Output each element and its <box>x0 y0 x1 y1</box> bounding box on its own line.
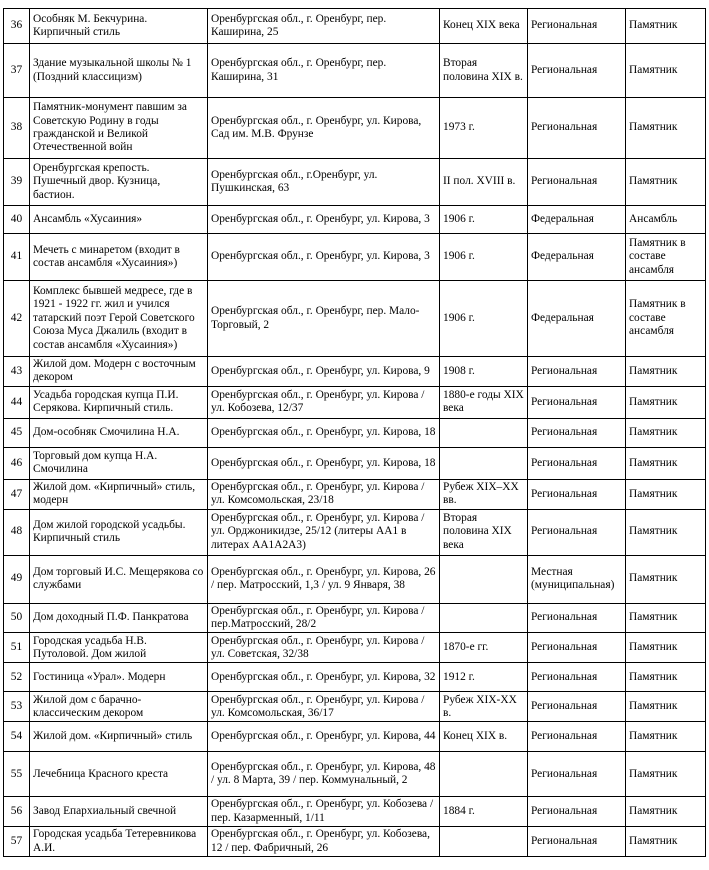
row-number-cell: 41 <box>4 234 30 281</box>
object-type-cell: Памятник <box>626 633 706 663</box>
protection-category-cell: Региональная <box>528 603 626 633</box>
object-address-cell: Оренбургская обл., г. Оренбург, ул. Кобозева, 12 / пер. Фабричный, 26 <box>208 827 440 857</box>
protection-category-cell: Региональная <box>528 633 626 663</box>
object-date-cell: Рубеж XIX–XX вв. <box>440 479 528 509</box>
object-name-cell: Оренбургская крепость. Пушечный двор. Кузница, бастион. <box>30 159 208 206</box>
object-date-cell: Конец XIX в. <box>440 722 528 752</box>
row-number-cell: 56 <box>4 797 30 827</box>
object-date-cell: 1912 г. <box>440 663 528 692</box>
object-name-cell: Жилой дом. Модерн с восточным декором <box>30 357 208 387</box>
object-type-cell: Памятник <box>626 752 706 797</box>
object-date-cell <box>440 752 528 797</box>
row-number-cell: 43 <box>4 357 30 387</box>
table-row <box>4 281 706 357</box>
object-type-cell: Памятник <box>626 44 706 98</box>
object-address-cell: Оренбургская обл., г. Оренбург, ул. Кирова, Сад им. М.В. Фрунзе <box>208 98 440 159</box>
object-name-cell: Памятник-монумент павшим за Советскую Родину в годы гражданской и Великой Отечественной войн <box>30 98 208 159</box>
object-name-cell: Дом доходный П.Ф. Панкратова <box>30 603 208 633</box>
row-number-cell: 40 <box>4 206 30 234</box>
table-row <box>4 44 706 98</box>
row-number-cell: 50 <box>4 603 30 633</box>
protection-category-cell: Федеральная <box>528 234 626 281</box>
protection-category-cell: Региональная <box>528 98 626 159</box>
row-number-cell: 38 <box>4 98 30 159</box>
table-row <box>4 555 706 603</box>
object-name-cell: Дом торговый И.С. Мещерякова со службами <box>30 555 208 603</box>
protection-category-cell: Региональная <box>528 386 626 418</box>
row-number-cell: 44 <box>4 386 30 418</box>
object-name-cell: Ансамбль «Хусаиния» <box>30 206 208 234</box>
table-row <box>4 234 706 281</box>
object-type-cell: Памятник <box>626 722 706 752</box>
object-type-cell: Памятник в составе ансамбля <box>626 281 706 357</box>
object-type-cell: Памятник <box>626 692 706 722</box>
row-number-cell: 46 <box>4 447 30 479</box>
protection-category-cell: Региональная <box>528 663 626 692</box>
row-number-cell: 36 <box>4 9 30 44</box>
protection-category-cell: Региональная <box>528 357 626 387</box>
table-row <box>4 722 706 752</box>
table-row <box>4 509 706 555</box>
object-address-cell: Оренбургская обл., г. Оренбург, ул. Кобозева / пер. Казарменный, 1/11 <box>208 797 440 827</box>
object-address-cell: Оренбургская обл., г. Оренбург, ул. Кирова, 44 <box>208 722 440 752</box>
table-row <box>4 479 706 509</box>
table-row <box>4 9 706 44</box>
table-row <box>4 827 706 857</box>
object-type-cell: Памятник <box>626 555 706 603</box>
table-row <box>4 386 706 418</box>
object-type-cell: Памятник <box>626 509 706 555</box>
table-row <box>4 159 706 206</box>
object-address-cell: Оренбургская обл., г.Оренбург, ул. Пушкинская, 63 <box>208 159 440 206</box>
object-name-cell: Торговый дом купца Н.А. Смочилина <box>30 447 208 479</box>
object-name-cell: Здание музыкальной школы № 1 (Поздний классицизм) <box>30 44 208 98</box>
object-date-cell: 1908 г. <box>440 357 528 387</box>
object-address-cell: Оренбургская обл., г. Оренбург, пер. Мало-Торговый, 2 <box>208 281 440 357</box>
row-number-cell: 39 <box>4 159 30 206</box>
row-number-cell: 52 <box>4 663 30 692</box>
protection-category-cell: Региональная <box>528 9 626 44</box>
row-number-cell: 47 <box>4 479 30 509</box>
row-number-cell: 49 <box>4 555 30 603</box>
object-address-cell: Оренбургская обл., г. Оренбург, пер. Каширина, 31 <box>208 44 440 98</box>
object-address-cell: Оренбургская обл., г. Оренбург, ул. Кирова / пер.Матросский, 28/2 <box>208 603 440 633</box>
row-number-cell: 55 <box>4 752 30 797</box>
table-row <box>4 663 706 692</box>
object-date-cell: 1880-е годы XIX века <box>440 386 528 418</box>
object-date-cell <box>440 827 528 857</box>
row-number-cell: 57 <box>4 827 30 857</box>
object-date-cell: 1973 г. <box>440 98 528 159</box>
object-date-cell: Вторая половина XIX века <box>440 509 528 555</box>
object-name-cell: Завод Епархиальный свечной <box>30 797 208 827</box>
row-number-cell: 48 <box>4 509 30 555</box>
object-type-cell: Памятник <box>626 663 706 692</box>
table-body <box>4 9 706 857</box>
object-name-cell: Дом жилой городской усадьбы. Кирпичный стиль <box>30 509 208 555</box>
row-number-cell: 51 <box>4 633 30 663</box>
protection-category-cell: Федеральная <box>528 206 626 234</box>
table-row <box>4 418 706 447</box>
object-type-cell: Памятник <box>626 418 706 447</box>
object-date-cell: Рубеж XIX-XX в. <box>440 692 528 722</box>
object-type-cell: Памятник <box>626 386 706 418</box>
object-type-cell: Памятник <box>626 447 706 479</box>
object-address-cell: Оренбургская обл., г. Оренбург, ул. Кирова, 26 / пер. Матросский, 1,3 / ул. 9 Января, 38 <box>208 555 440 603</box>
object-name-cell: Особняк М. Бекчурина. Кирпичный стиль <box>30 9 208 44</box>
object-date-cell: 1870-е гг. <box>440 633 528 663</box>
object-address-cell: Оренбургская обл., г. Оренбург, ул. Кирова / ул. Советская, 32/38 <box>208 633 440 663</box>
protection-category-cell: Региональная <box>528 44 626 98</box>
object-type-cell: Ансамбль <box>626 206 706 234</box>
object-date-cell <box>440 603 528 633</box>
object-date-cell: II пол. XVIII в. <box>440 159 528 206</box>
object-type-cell: Памятник <box>626 603 706 633</box>
object-type-cell: Памятник <box>626 98 706 159</box>
protection-category-cell: Региональная <box>528 797 626 827</box>
object-name-cell: Городская усадьба Тетеревникова А.И. <box>30 827 208 857</box>
object-address-cell: Оренбургская обл., г. Оренбург, ул. Кирова / ул. Комсомольская, 36/17 <box>208 692 440 722</box>
object-name-cell: Дом-особняк Смочилина Н.А. <box>30 418 208 447</box>
table-row <box>4 633 706 663</box>
object-name-cell: Мечеть с минаретом (входит в состав ансамбля «Хусаиния») <box>30 234 208 281</box>
object-name-cell: Комплекс бывшей медресе, где в 1921 - 1922 гг. жил и учился татарский поэт Герой Советского Союза Муса Джалиль (входит в состав ансамбля «Хусаиния») <box>30 281 208 357</box>
object-name-cell: Жилой дом. «Кирпичный» стиль <box>30 722 208 752</box>
object-address-cell: Оренбургская обл., г. Оренбург, ул. Кирова / ул. Кобозева, 12/37 <box>208 386 440 418</box>
object-date-cell <box>440 447 528 479</box>
object-date-cell: 1906 г. <box>440 206 528 234</box>
protection-category-cell: Федеральная <box>528 281 626 357</box>
table-row <box>4 797 706 827</box>
row-number-cell: 42 <box>4 281 30 357</box>
object-type-cell: Памятник <box>626 479 706 509</box>
object-name-cell: Усадьба городская купца П.И. Серякова. Кирпичный стиль. <box>30 386 208 418</box>
table-row <box>4 357 706 387</box>
object-type-cell: Памятник в составе ансамбля <box>626 234 706 281</box>
table-row <box>4 603 706 633</box>
table-row <box>4 692 706 722</box>
protection-category-cell: Региональная <box>528 479 626 509</box>
object-address-cell: Оренбургская обл., г. Оренбург, ул. Кирова, 3 <box>208 206 440 234</box>
object-name-cell: Жилой дом. «Кирпичный» стиль, модерн <box>30 479 208 509</box>
row-number-cell: 54 <box>4 722 30 752</box>
object-address-cell: Оренбургская обл., г. Оренбург, ул. Кирова, 32 <box>208 663 440 692</box>
object-address-cell: Оренбургская обл., г. Оренбург, ул. Кирова, 18 <box>208 447 440 479</box>
object-date-cell: Вторая половина XIX в. <box>440 44 528 98</box>
object-name-cell: Лечебница Красного креста <box>30 752 208 797</box>
object-type-cell: Памятник <box>626 827 706 857</box>
object-name-cell: Гостиница «Урал». Модерн <box>30 663 208 692</box>
object-date-cell: 1884 г. <box>440 797 528 827</box>
object-date-cell <box>440 555 528 603</box>
table-row <box>4 752 706 797</box>
object-address-cell: Оренбургская обл., г. Оренбург, ул. Кирова, 9 <box>208 357 440 387</box>
object-type-cell: Памятник <box>626 159 706 206</box>
object-address-cell: Оренбургская обл., г. Оренбург, ул. Кирова / ул. Комсомольская, 23/18 <box>208 479 440 509</box>
protection-category-cell: Региональная <box>528 159 626 206</box>
object-type-cell: Памятник <box>626 797 706 827</box>
object-address-cell: Оренбургская обл., г. Оренбург, ул. Кирова / ул. Орджоникидзе, 25/12 (литеры АА1 в литерах АА1А2А3) <box>208 509 440 555</box>
protection-category-cell: Региональная <box>528 752 626 797</box>
table-row <box>4 447 706 479</box>
object-date-cell: 1906 г. <box>440 281 528 357</box>
object-name-cell: Жилой дом с барачно-классическим декором <box>30 692 208 722</box>
protection-category-cell: Региональная <box>528 722 626 752</box>
table-row <box>4 206 706 234</box>
protection-category-cell: Местная (муниципальная) <box>528 555 626 603</box>
table-row <box>4 98 706 159</box>
object-address-cell: Оренбургская обл., г. Оренбург, ул. Кирова, 48 / ул. 8 Марта, 39 / пер. Коммунальный, 2 <box>208 752 440 797</box>
protection-category-cell: Региональная <box>528 692 626 722</box>
object-address-cell: Оренбургская обл., г. Оренбург, ул. Кирова, 18 <box>208 418 440 447</box>
heritage-registry-table <box>3 8 706 857</box>
object-date-cell: Конец XIX века <box>440 9 528 44</box>
row-number-cell: 37 <box>4 44 30 98</box>
row-number-cell: 53 <box>4 692 30 722</box>
protection-category-cell: Региональная <box>528 509 626 555</box>
protection-category-cell: Региональная <box>528 447 626 479</box>
object-address-cell: Оренбургская обл., г. Оренбург, пер. Каширина, 25 <box>208 9 440 44</box>
object-date-cell <box>440 418 528 447</box>
object-name-cell: Городская усадьба Н.В. Путоловой. Дом жилой <box>30 633 208 663</box>
row-number-cell: 45 <box>4 418 30 447</box>
protection-category-cell: Региональная <box>528 418 626 447</box>
object-date-cell: 1906 г. <box>440 234 528 281</box>
object-address-cell: Оренбургская обл., г. Оренбург, ул. Кирова, 3 <box>208 234 440 281</box>
object-type-cell: Памятник <box>626 9 706 44</box>
object-type-cell: Памятник <box>626 357 706 387</box>
protection-category-cell: Региональная <box>528 827 626 857</box>
